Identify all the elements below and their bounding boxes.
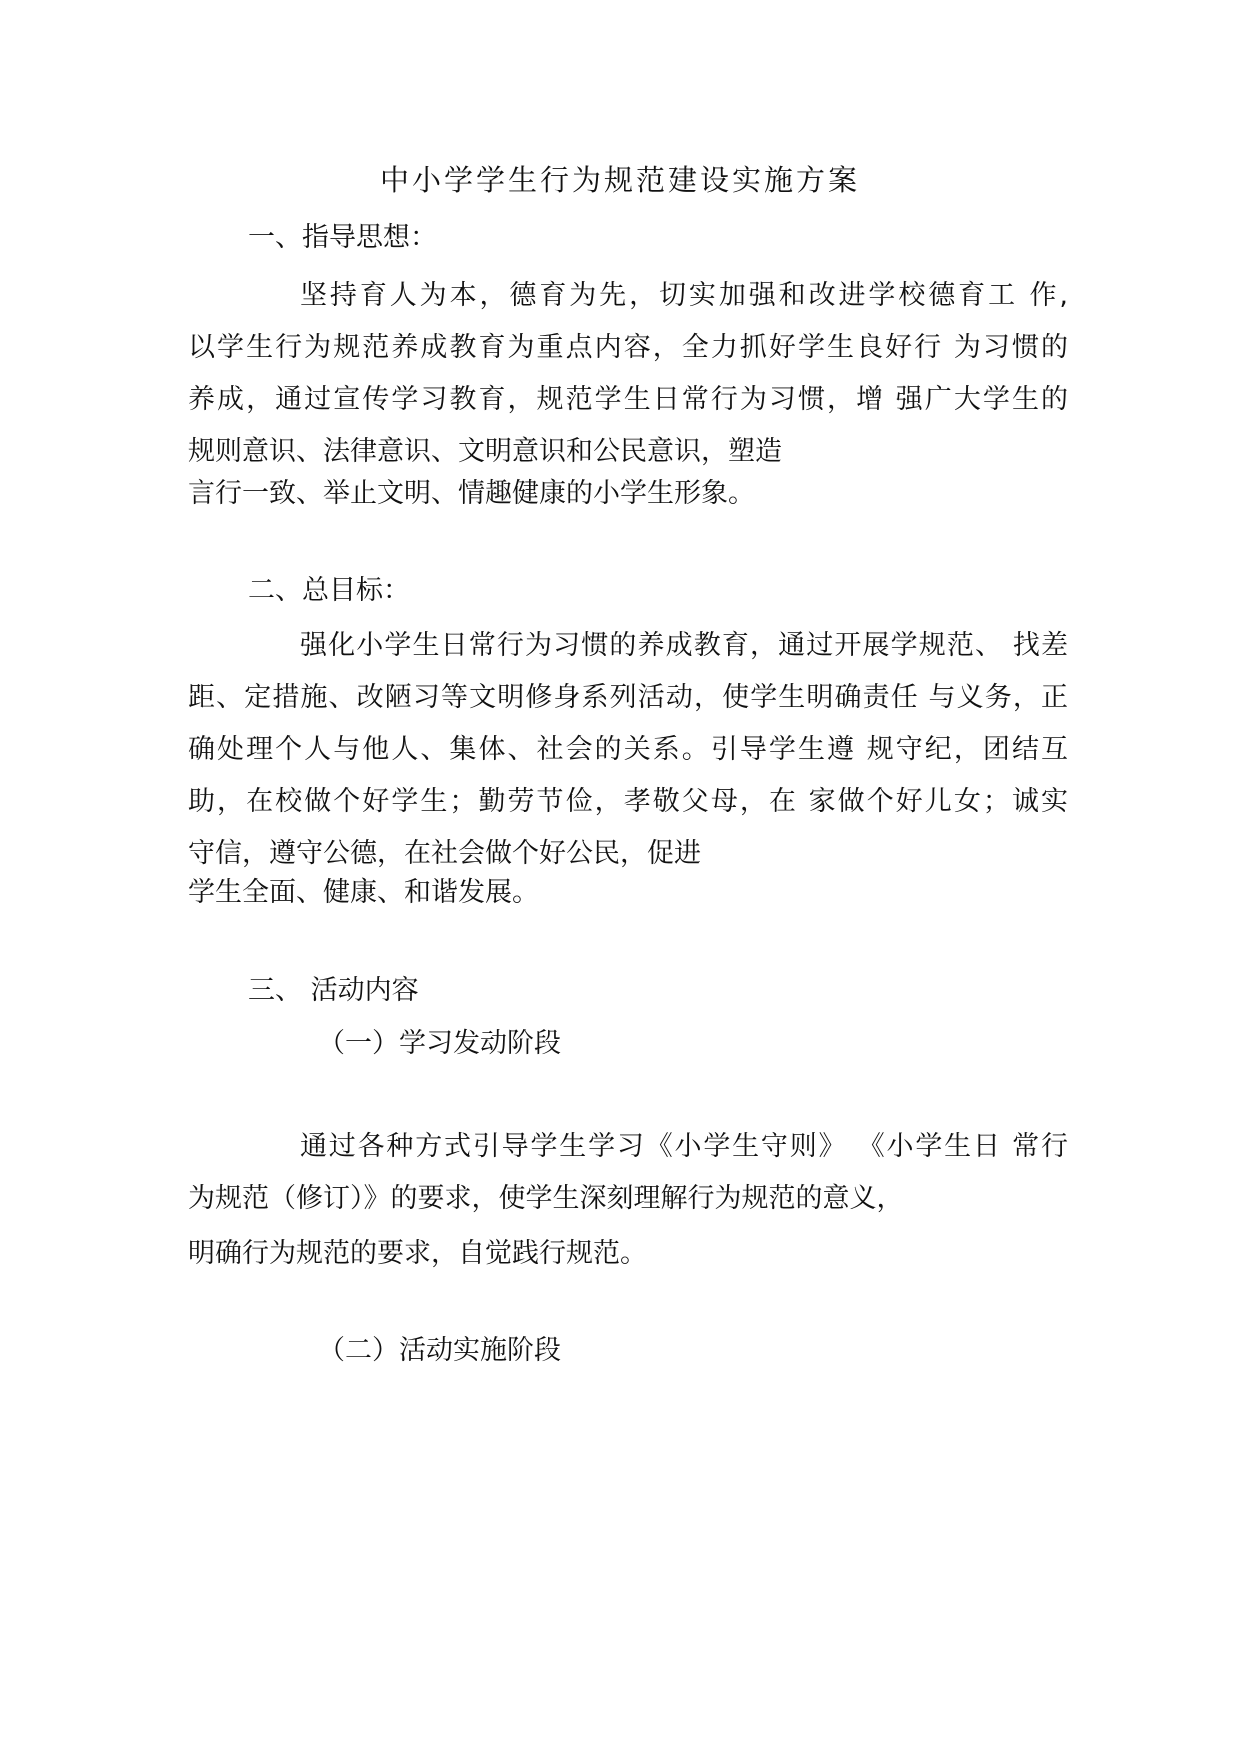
paragraph-line: 为规范（修订）》的要求，使学生深刻理解行为规范的意义， xyxy=(188,1183,904,1214)
paragraph-line: 通过各种方式引导学生学习《小学生守则》 《小学生日 常行 xyxy=(300,1131,1068,1162)
paragraph-tail-line: 言行一致、举止文明、情趣健康的小学生形象。 xyxy=(188,478,755,509)
section-paragraph-overall-goal xyxy=(188,620,1068,880)
paragraph-line: 距、定措施、改陋习等文明修身系列活动，使学生明确责任 与义务，正 xyxy=(188,682,1068,713)
paragraph-tail-line: 明确行为规范的要求，自觉践行规范。 xyxy=(188,1238,647,1269)
document-title: 中小学学生行为规范建设实施方案 xyxy=(379,163,860,197)
paragraph-tail-line: 学生全面、健康、和谐发展。 xyxy=(188,877,539,908)
subsection-heading-implementation-phase: （二）活动实施阶段 xyxy=(318,1335,561,1366)
subsection-heading-learning-phase: （一）学习发动阶段 xyxy=(318,1028,561,1059)
section-heading-activity-content: 三、 活动内容 xyxy=(248,975,419,1006)
paragraph-line: 养成，通过宣传学习教育，规范学生日常行为习惯，增 强广大学生的 xyxy=(188,384,1068,415)
paragraph-line: 守信，遵守公德，在社会做个好公民，促进 xyxy=(188,838,701,869)
subsection-paragraph-learning-phase xyxy=(188,1121,1068,1225)
paragraph-line: 以学生行为规范养成教育为重点内容，全力抓好学生良好行 为习惯的 xyxy=(188,332,1068,363)
paragraph-line: 助，在校做个好学生；勤劳节俭，孝敬父母，在 家做个好儿女；诚实 xyxy=(188,786,1068,817)
paragraph-line: 坚持育人为本，德育为先，切实加强和改进学校德育工 作, xyxy=(300,280,1068,311)
section-heading-overall-goal: 二、总目标： xyxy=(248,575,410,606)
section-heading-guiding-ideology: 一、指导思想： xyxy=(248,222,437,253)
paragraph-line: 强化小学生日常行为习惯的养成教育，通过开展学规范、 找差 xyxy=(300,630,1068,661)
paragraph-line: 规则意识、法律意识、文明意识和公民意识，塑造 xyxy=(188,436,782,467)
section-paragraph-guiding-ideology xyxy=(188,270,1068,478)
paragraph-line: 确处理个人与他人、集体、社会的关系。引导学生遵 规守纪，团结互 xyxy=(188,734,1068,765)
